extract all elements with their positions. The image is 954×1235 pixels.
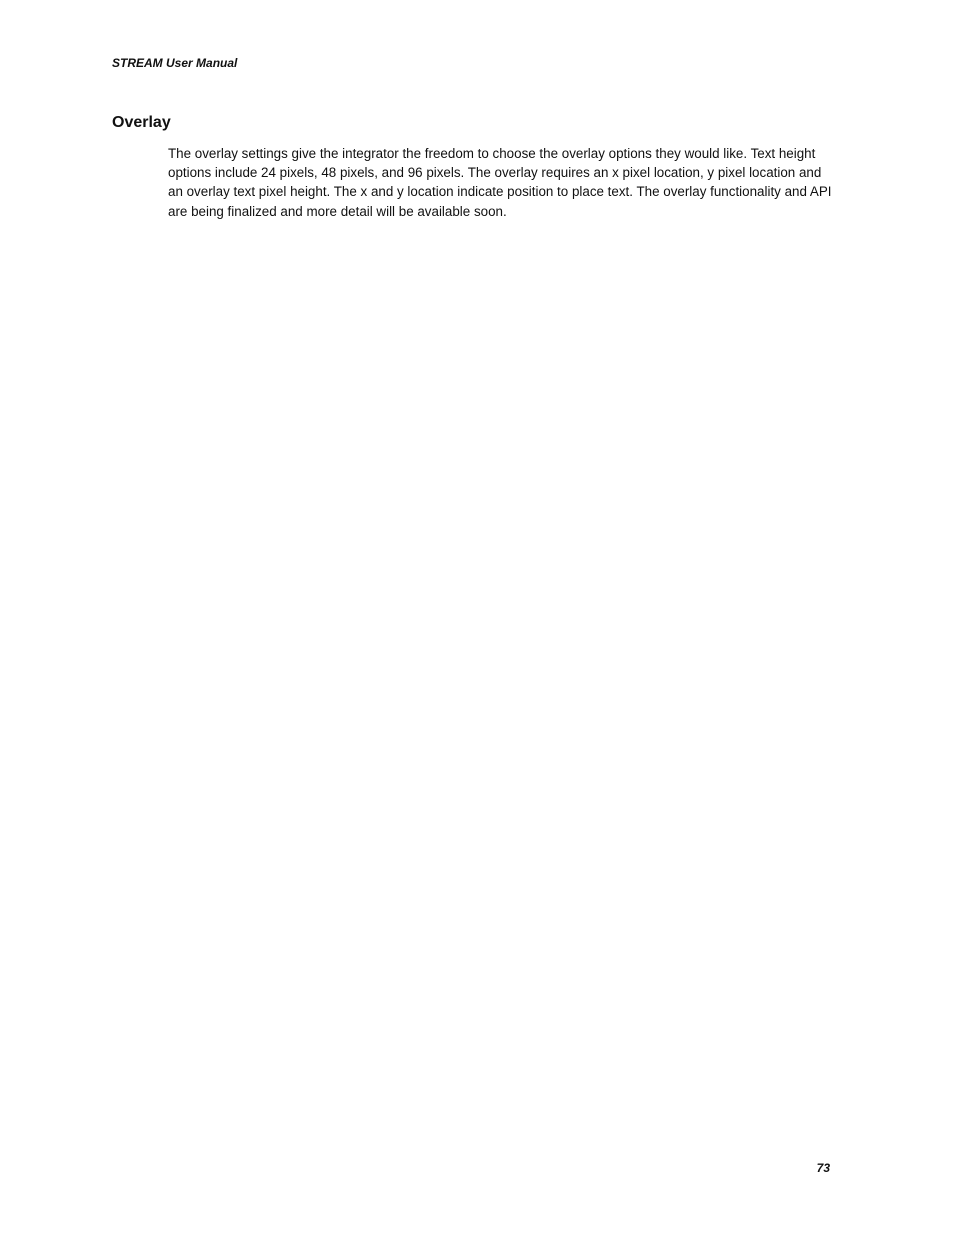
page-number: 73 — [816, 1161, 830, 1175]
body-paragraph: The overlay settings give the integrator the freedom to choose the overlay options they would like. Text height options include 24 pixels, 48 pixels, and 96 pixels. The overlay requires an x pixel location, y pixel location and an overlay text pixel height. The x and y location indicate position to place text. The overlay functionality and API are being finalized and more detail will be available soon. — [168, 146, 832, 219]
running-header: STREAM User Manual — [112, 56, 238, 70]
section-title: Overlay — [112, 114, 171, 131]
